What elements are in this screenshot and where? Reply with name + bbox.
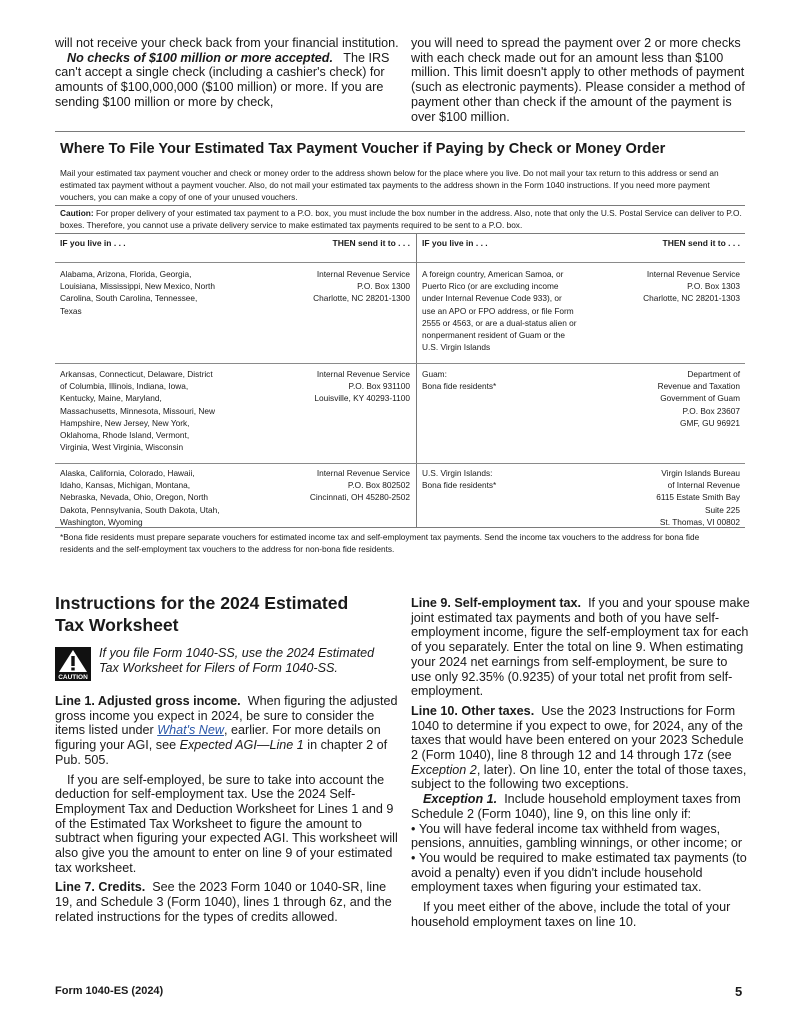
caution-label: Caution: — [60, 208, 94, 218]
form-name-footer: Form 1040-ES (2024) — [55, 985, 164, 997]
whats-new-link[interactable]: What's New — [157, 723, 224, 738]
bullet-icon: • — [411, 850, 419, 865]
no-checks-text: The IRS can't accept a single check (including a cashier's check) for amounts of $100,000,000 ($100 million) or more. If you are sending $100 million or more by check, — [55, 50, 390, 109]
row1-left-address: Internal Revenue Service P.O. Box 1300 Charlotte, NC 28201-1300 — [313, 269, 410, 304]
line10-closing: If you meet either of the above, include the total of your household employment taxes on line 10. — [411, 900, 731, 929]
check-limit-text: you will need to spread the payment over 2 or more checks with each check made out for an amount less than $100 million. This limit doesn't apply to other methods of payment (such as electronic payments). Please consider a method of payment other than check if the amount of the payment is over $100 million. — [411, 36, 745, 124]
top-left-column — [55, 36, 400, 110]
table-bottom-border — [55, 527, 745, 528]
row2-right-address: Department of Revenue and Taxation Government of Guam P.O. Box 23607 GMF, GU 96921 — [657, 369, 740, 428]
intro-divider — [55, 205, 745, 206]
header-if-live-right: IF you live in . . . — [422, 238, 488, 248]
svg-text:CAUTION: CAUTION — [58, 674, 88, 681]
bullet-item-2: • You would be required to make estimated tax payments (to avoid a penalty) even if you didn't include household employment taxes when figuring your estimated tax. — [411, 850, 747, 895]
line7-heading: Line 7. Credits. — [55, 880, 146, 895]
header-then-send-left: THEN send it to . . . — [332, 238, 410, 248]
line7-paragraph: Line 7. Credits. See the 2023 Form 1040 or 1040-SR, line 19, and Schedule 3 (Form 1040), lines 1 through 6z, and the related instructions for the types of credits allowed. — [55, 880, 392, 924]
line1-self-employed-paragraph: If you are self-employed, be sure to take into account the deduction for self-employment tax. Use the 2024 Self-Employment Tax and Deduction Worksheet for Lines 1 and 9 of the Estimated Tax Worksheet to figure the amount to subtract when figuring your expected AGI. This worksheet will also give you the amount to enter on line 9 of your estimated tax worksheet. — [55, 772, 398, 875]
bullet-icon: • — [411, 821, 419, 836]
no-checks-heading: No checks of $100 million or more accepted. — [67, 50, 333, 65]
row2-left-address: Internal Revenue Service P.O. Box 931100 Louisville, KY 40293-1100 — [314, 369, 410, 404]
row1-left-states: Alabama, Arizona, Florida, Georgia, Louisiana, Mississippi, New Mexico, North Carolina, South Carolina, Tennessee, Texas — [60, 269, 215, 316]
warning-triangle-icon — [55, 647, 91, 681]
page-number: 5 — [735, 984, 743, 999]
instructions-title: Instructions for the 2024 Estimated Tax Worksheet — [55, 593, 349, 635]
row3-left-states: Alaska, California, Colorado, Hawaii, Idaho, Kansas, Michigan, Montana, Nebraska, Nevada, Ohio, Oregon, North Dakota, Pennsylvania, South Dakota, Utah, Washington, Wyoming — [60, 468, 220, 527]
header-then-send-right: THEN send it to . . . — [662, 238, 740, 248]
expected-agi-ref: Expected AGI—Line 1 — [179, 738, 304, 753]
row3-right-address: Virgin Islands Bureau of Internal Revenue 6115 Estate Smith Bay Suite 225 St. Thomas, VI 00802 — [656, 468, 740, 527]
exception1-paragraph: Exception 1. Include household employment taxes from Schedule 2 (Form 1040), line 9, on this line only if: — [411, 792, 741, 821]
where-to-file-intro: Mail your estimated tax payment voucher and check or money order to the address shown below for the place where you live. Do not mail your tax return to this address or send an estimated tax payment without a payment voucher. Also, do not mail your estimated tax payments to the address shown in the Form 1040 instructions. If you need more payment vouchers, you can make a copy of one of your unused vouchers. — [60, 168, 719, 203]
row2-divider — [55, 463, 745, 464]
line9-paragraph: Line 9. Self-employment tax. If you and your spouse make joint estimated tax payments and both of you have self-employment income, figure the self-employment tax for each of you separately. Enter the total on line 9. When estimating your 2024 net earnings from self-employment, be sure to use only 92.35% (0.9235) of your total net profit from self-employment. — [411, 596, 750, 699]
header-if-live-left: IF you live in . . . — [60, 238, 126, 248]
instructions-left-column — [55, 694, 400, 925]
bullet-item-1: • You will have federal income tax withheld from wages, pensions, annuities, gambling winnings, or other income; or — [411, 821, 743, 851]
caution-text: For proper delivery of your estimated tax payment to a P.O. box, you must include the box number in the address. Also, note that only the U.S. Postal Service can deliver to P.O. boxes. Therefore, you cannot use a private delivery service to make estimated tax payments required to be sent to a P.O. box. — [60, 208, 742, 231]
line1-paragraph: Line 1. Adjusted gross income. When figuring the adjusted gross income you expect in 2024, be sure to consider the items listed under What's New, earlier. For more details on figuring your AGI, see Expected AGI—Line 1 in chapter 2 of Pub. 505. — [55, 694, 398, 767]
line10-heading: Line 10. Other taxes. — [411, 703, 535, 718]
line9-heading: Line 9. Self-employment tax. — [411, 596, 582, 610]
line10-paragraph: Line 10. Other taxes. Use the 2023 Instructions for Form 1040 to determine if you expect to owe, for 2024, any of the taxes that would have been entered on your 2023 Schedule 2 (Form 1040), line 8 through 12 and 14 through 17z (see Exception 2, later). On line 10, enter the total of those taxes, subject to the following two exceptions. — [411, 703, 747, 792]
caution-paragraph — [60, 207, 742, 231]
continuation-text: will not receive your check back from your financial institution. — [55, 36, 399, 50]
caution-icon — [55, 647, 91, 681]
row1-divider — [55, 363, 745, 364]
where-to-file-title: Where To File Your Estimated Tax Payment Voucher if Paying by Check or Money Order — [60, 141, 666, 157]
no-checks-paragraph — [55, 51, 400, 110]
section-divider — [55, 131, 745, 132]
instructions-right-column — [411, 596, 751, 929]
row2-right-states: Guam: Bona fide residents* — [422, 369, 497, 392]
bona-fide-footnote: *Bona fide residents must prepare separate vouchers for estimated income tax and self-employment tax payments. Send the income tax vouchers to the address for bona fide residents and the self-employment tax vouchers to the address for non-bona fide residents. — [60, 532, 700, 555]
top-right-column — [411, 36, 751, 124]
table-top-border — [55, 233, 745, 234]
line1-heading: Line 1. Adjusted gross income. — [55, 694, 241, 708]
row3-right-states: U.S. Virgin Islands: Bona fide residents* — [422, 468, 497, 491]
row3-left-address: Internal Revenue Service P.O. Box 802502 Cincinnati, OH 45280-2502 — [309, 468, 410, 503]
row2-left-states: Arkansas, Connecticut, Delaware, District of Columbia, Illinois, Indiana, Iowa, Kentucky, Maine, Maryland, Massachusetts, Minnesota, Missouri, New Hampshire, New Jersey, New York, Oklahoma, Rhode Island, Vermont, Virginia, West Virginia, Wisconsin — [60, 369, 215, 453]
header-divider — [55, 262, 745, 263]
exception2-ref: Exception 2 — [411, 762, 477, 777]
table-center-divider — [416, 233, 417, 527]
row1-right-address: Internal Revenue Service P.O. Box 1303 Charlotte, NC 28201-1303 — [643, 269, 740, 304]
row1-right-states: A foreign country, American Samoa, or Puerto Rico (or are excluding income under Internal Revenue Code 933), or use an APO or FPO address, or file Form 2555 or 4563, or are a dual-status alien or nonpermanent resident of Guam or the U.S. Virgin Islands — [422, 269, 577, 353]
exception1-heading: Exception 1. — [423, 792, 498, 807]
caution-note: If you file Form 1040-SS, use the 2024 Estimated Tax Worksheet for Filers of Form 1040-SS. — [99, 646, 375, 675]
